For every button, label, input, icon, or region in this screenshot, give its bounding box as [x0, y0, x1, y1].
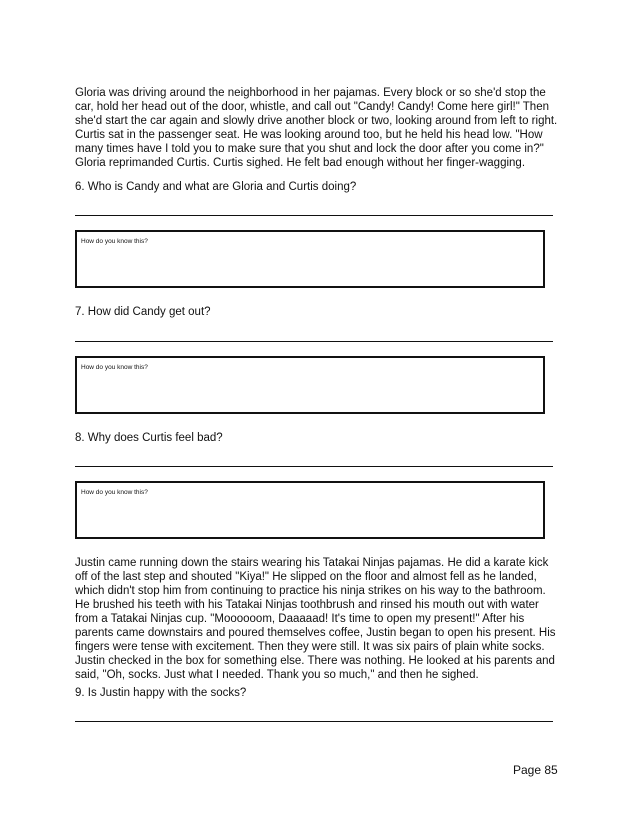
- evidence-box-label: How do you know this?: [81, 238, 148, 245]
- question-7: 7. How did Candy get out?: [75, 306, 211, 318]
- evidence-box-label: How do you know this?: [81, 489, 148, 496]
- passage-justin: Justin came running down the stairs wearing his Tatakai Ninjas pajamas. He did a karate kick off of the last step and shouted "Kiya!" He slipped on the floor and almost fell as he landed, which didn't stop him from continuing to practice his ninja strikes on his way to the bathroom. He brushed his teeth with his Tatakai Ninjas toothbrush and rinsed his mouth out with water from a Tatakai Ninjas cup. "Moooooom, Daaaaad! It's time to open my present!" After his parents came downstairs and poured themselves coffee, Justin began to open his present. His fingers were tense with excitement. Then they were still. It was six pairs of plain white socks. Justin checked in the box for something else. There was nothing. He looked at his parents and said, "Oh, socks. Just what I needed. Thank you so much," and then he sighed.: [75, 557, 556, 681]
- evidence-box-6[interactable]: [75, 230, 545, 288]
- question-6: 6. Who is Candy and what are Gloria and Curtis doing?: [75, 181, 357, 193]
- evidence-box-8[interactable]: [75, 481, 545, 539]
- question-9: 9. Is Justin happy with the socks?: [75, 687, 247, 699]
- answer-line-6[interactable]: [75, 215, 553, 216]
- answer-line-8[interactable]: [75, 466, 553, 467]
- evidence-box-label: How do you know this?: [81, 364, 148, 371]
- answer-line-7[interactable]: [75, 341, 553, 342]
- passage-gloria: Gloria was driving around the neighborhood in her pajamas. Every block or so she'd stop the car, hold her head out of the door, whistle, and call out "Candy! Candy! Come here girl!" Then she'd start the car again and slowly drive another block or two, looking around from left to right. Curtis sat in the passenger seat. He was looking around too, but he held his head low. "How many times have I told you to make sure that you shut and lock the door after you come in?" Gloria reprimanded Curtis. Curtis sighed. He felt bad enough without her finger-wagging.: [75, 87, 558, 169]
- question-8: 8. Why does Curtis feel bad?: [75, 432, 223, 444]
- answer-line-9[interactable]: [75, 721, 553, 722]
- page-number: Page 85: [513, 763, 558, 777]
- evidence-box-7[interactable]: [75, 356, 545, 414]
